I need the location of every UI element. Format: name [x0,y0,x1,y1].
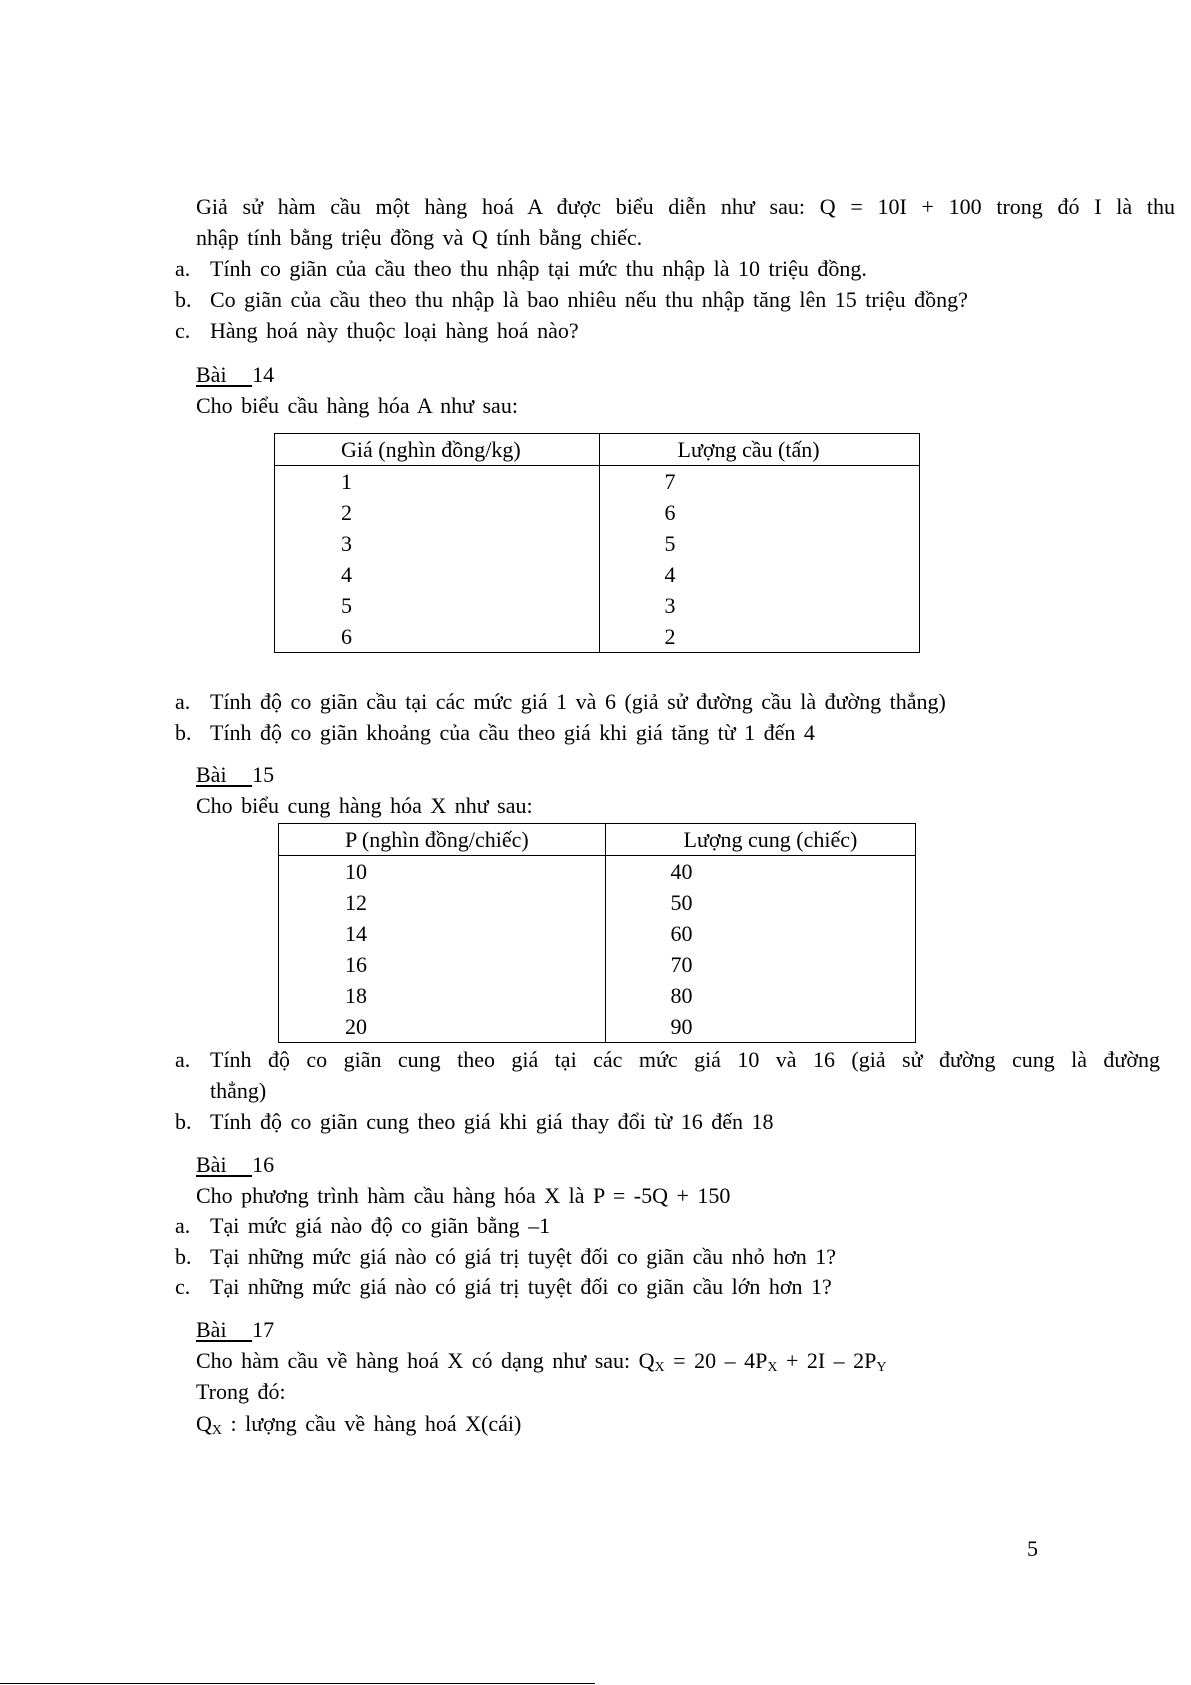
bai15-item-a-text: Tính độ co giãn cung theo giá tại các mức giá 10 và 16 (giả sử đường cung là đường [210,1047,1160,1072]
table-cell: 6 [275,621,600,653]
bai17-equation: Cho hàm cầu về hàng hoá X có dạng như sau: $Q_X = 20 - 4P_X + 2I - 2P_Y$ [196,1348,887,1375]
table-cell: 2 [599,621,920,653]
table-cell: 18 [279,980,606,1011]
bai15-item-a-cont: thẳng) [210,1078,267,1103]
table-cell: 80 [605,980,915,1011]
bai15-item-b-text: Tính độ co giãn cung theo giá khi giá thay đổi từ 16 đến 18 [210,1109,774,1134]
table-header-row [279,824,916,856]
bai16-item-a-label: a. [175,1213,191,1238]
table-cell: 60 [605,918,915,949]
table-cell: 10 [279,856,606,888]
table-cell: 40 [605,856,915,888]
bai15-item-a-label: a. [175,1047,191,1072]
intro-item-b-text: Co giãn của cầu theo thu nhập là bao nhiêu nếu thu nhập tăng lên 15 triệu đồng? [210,287,968,312]
table-header-row [275,434,920,466]
table-row [279,949,916,980]
intro-line-2: nhập tính bằng triệu đồng và Q tính bằng chiếc. [196,225,643,250]
table-header-cell: Lượng cung (chiếc) [605,824,915,856]
table-cell: 20 [279,1011,606,1043]
table-row [279,980,916,1011]
bai16-item-c-text: Tại những mức giá nào có giá trị tuyệt đối co giãn cầu lớn hơn 1? [210,1274,832,1299]
table-cell: 12 [279,887,606,918]
table-cell: 90 [605,1011,915,1043]
table-cell: 70 [605,949,915,980]
bai15-supply-table [278,823,916,1043]
table-cell: 1 [275,466,600,498]
bai14-item-b-label: b. [175,720,192,745]
table-row [275,621,920,653]
bai14-item-b-text: Tính độ co giãn khoảng của cầu theo giá khi giá tăng từ 1 đến 4 [210,720,815,745]
table-cell: 3 [599,590,920,621]
intro-item-c-text: Hàng hoá này thuộc loại hàng hoá nào? [210,318,579,343]
table-row [279,918,916,949]
bai17-definition: $Q_X$ : lượng cầu về hàng hoá X(cái) [196,1411,522,1438]
bai17-heading: Bài 17 [196,1317,275,1342]
table-cell: 5 [599,528,920,559]
bai16-item-a-text: Tại mức giá nào độ co giãn bằng –1 [210,1213,551,1238]
table-row [275,528,920,559]
table-cell: 50 [605,887,915,918]
table-cell: 5 [275,590,600,621]
bai15-item-b-label: b. [175,1109,192,1134]
table-row [275,559,920,590]
intro-line-1: Giả sử hàm cầu một hàng hoá A được biểu diễn như sau: Q = 10I + 100 trong đó I là thu [196,194,1175,219]
footer-rule [0,1683,595,1684]
bai14-intro: Cho biểu cầu hàng hóa A như sau: [196,393,518,418]
table-cell: 2 [275,497,600,528]
table-cell: 4 [275,559,600,590]
table-cell: 16 [279,949,606,980]
intro-item-a: a. [175,256,191,281]
bai16-item-b-text: Tại những mức giá nào có giá trị tuyệt đối co giãn cầu nhỏ hơn 1? [210,1244,837,1269]
table-cell: 6 [599,497,920,528]
bai16-heading: Bài 16 [196,1152,275,1177]
bai14-item-a-text: Tính độ co giãn cầu tại các mức giá 1 và 6 (giả sử đường cầu là đường thẳng) [210,689,946,714]
table-cell: 14 [279,918,606,949]
table-cell: 3 [275,528,600,559]
bai16-item-b-label: b. [175,1244,192,1269]
table-cell: 7 [599,466,920,498]
table-row [279,1011,916,1043]
bai14-demand-table [274,433,920,653]
bai16-intro: Cho phương trình hàm cầu hàng hóa X là P = -5Q + 150 [196,1183,731,1208]
intro-item-c: c. [175,318,191,343]
table-header-cell: Giá (nghìn đồng/kg) [275,434,600,466]
intro-item-b: b. [175,287,192,312]
table-row [275,466,920,498]
table-row [275,590,920,621]
bai17-trong-do: Trong đó: [196,1379,286,1404]
table-row [279,887,916,918]
bai16-item-c-label: c. [175,1274,191,1299]
bai15-heading: Bài 15 [196,762,275,787]
bai14-item-a-label: a. [175,689,191,714]
table-cell: 4 [599,559,920,590]
table-header-cell: Lượng cầu (tấn) [599,434,920,466]
bai14-heading: Bài 14 [196,362,275,387]
table-row [279,856,916,888]
bai15-intro: Cho biểu cung hàng hóa X như sau: [196,793,533,818]
table-row [275,497,920,528]
page-number: 5 [1027,1536,1038,1561]
intro-item-a-text: Tính co giãn của cầu theo thu nhập tại mức thu nhập là 10 triệu đồng. [210,256,867,281]
table-header-cell: P (nghìn đồng/chiếc) [279,824,606,856]
